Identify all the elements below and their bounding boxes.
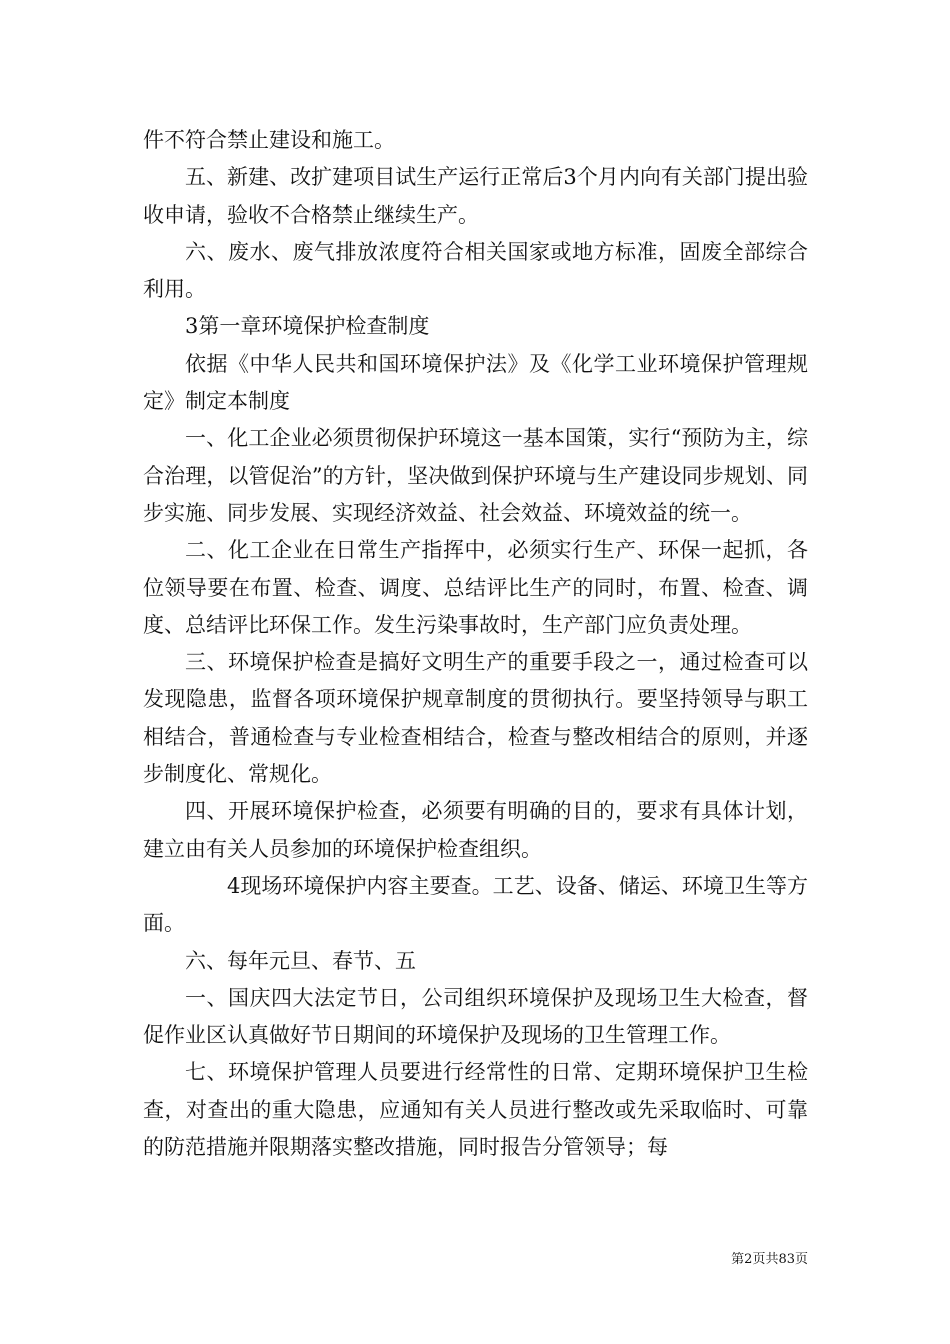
- paragraph-item-4: 四、开展环境保护检查，必须要有明确的目的，要求有具体计划，建立由有关人员参加的环境保护检查组织。: [143, 799, 808, 861]
- paragraph-section-4: 4现场环境保护内容主要查。工艺、设备、储运、环境卫生等方面。: [143, 873, 808, 936]
- paragraph-item-6b: 六、每年元旦、春节、五: [185, 948, 416, 973]
- page-number: 第2页共83页: [731, 1252, 808, 1267]
- paragraph-item-6: 六、废水、废气排放浓度符合相关国家或地方标准，固废全部综合利用。: [143, 239, 808, 302]
- chapter-heading: 3第一章环境保护检查制度: [185, 314, 430, 339]
- paragraph-item-3: 三、环境保护检查是搞好文明生产的重要手段之一，通过检查可以发现隐患，监督各项环境保护规章制度的贯彻执行。要坚持领导与职工相结合，普通检查与专业检查相结合，检查与整改相结合的原则，并逐步制度化、常规化。: [143, 650, 808, 787]
- paragraph-item-7: 七、环境保护管理人员要进行经常性的日常、定期环境保护卫生检查，对查出的重大隐患，应通知有关人员进行整改或先采取临时、可靠的防范措施并限期落实整改措施，同时报告分管领导；每: [143, 1060, 808, 1160]
- paragraph-continuation: 件不符合禁止建设和施工。: [143, 128, 395, 152]
- paragraph-item-1b: 一、国庆四大法定节日，公司组织环境保护及现场卫生大检查，督促作业区认真做好节日期间的环境保护及现场的卫生管理工作。: [143, 985, 808, 1048]
- paragraph-item-5: 五、新建、改扩建项目试生产运行正常后3个月内向有关部门提出验收申请，验收不合格禁止继续生产。: [143, 165, 808, 227]
- document-body: [143, 122, 808, 1166]
- paragraph-item-2: 二、化工企业在日常生产指挥中，必须实行生产、环保一起抓，各位领导要在布置、检查、调度、总结评比生产的同时，布置、检查、调度、总结评比环保工作。发生污染事故时，生产部门应负责处理。: [143, 538, 808, 637]
- paragraph-item-1: 一、化工企业必须贯彻保护环境这一基本国策，实行“预防为主，综合治理，以管促治”的方针，坚决做到保护环境与生产建设同步规划、同步实施、同步发展、实现经济效益、社会效益、环境效益的统一。: [143, 426, 808, 525]
- paragraph-basis: 依据《中华人民共和国环境保护法》及《化学工业环境保护管理规定》制定本制度: [143, 351, 808, 414]
